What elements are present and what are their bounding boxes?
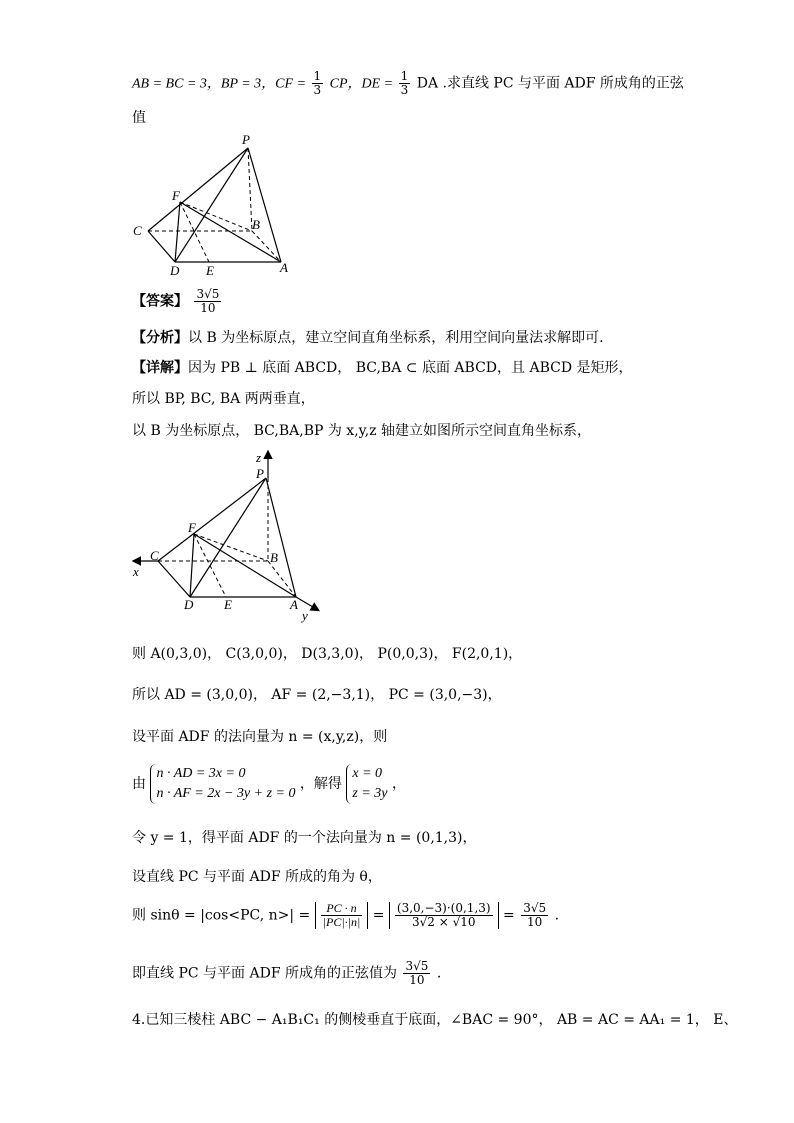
sin-fraction-1: [321, 902, 363, 929]
label-x: x: [133, 564, 139, 579]
answer-label: 【答案】: [132, 293, 188, 310]
coords-line: 则 A(0,3,0)， C(3,0,0)， D(3,3,0)， P(0,0,3)， F(2,0,1)，: [132, 646, 523, 662]
label-D: D: [170, 263, 180, 278]
edge-FD: [190, 534, 194, 597]
detail-line-3: 以 B 为坐标原点， BC,BA,BP 为 x,y,z 轴建立如图所示空间直角坐标系，: [132, 423, 591, 439]
label-C: C: [133, 223, 142, 238]
solution-system: [346, 764, 387, 804]
detail-line-1: [132, 358, 633, 378]
fraction-numerator: 3√5: [405, 959, 429, 973]
fraction-numerator: 3√5: [523, 901, 547, 915]
label-D: D: [184, 597, 194, 612]
answer-fraction: [194, 288, 221, 315]
equals-sign-2: =: [503, 907, 515, 924]
condition-text-start: AB = BC = 3，BP = 3，CF =: [132, 76, 310, 92]
angle-intro-line: 设直线 PC 与平面 ADF 所成的角为 θ，: [132, 869, 382, 885]
fraction-numerator: PC · n: [321, 902, 363, 916]
fraction-denominator: 10: [200, 301, 216, 315]
fraction-denominator: 10: [527, 915, 543, 929]
problem3-line2: 值: [132, 110, 146, 126]
problem3-condition-line: [132, 70, 684, 97]
equation-2: n · AF = 2x − 3y + z = 0: [156, 786, 296, 801]
label-A: A: [290, 597, 298, 612]
detail-label: 【详解】: [132, 360, 188, 376]
label-B: B: [270, 550, 278, 565]
fraction-numerator: 3√5: [196, 287, 220, 301]
fraction-numerator: 1: [313, 69, 322, 83]
edge-FB: [180, 202, 252, 231]
fraction-denominator: 3: [313, 83, 322, 97]
normal-line: 令 y = 1，得平面 ADF 的一个法向量为 n = (0,1,3)，: [132, 830, 477, 846]
label-y: y: [302, 608, 308, 623]
problem4-line: 4.已知三棱柱 ABC − A₁B₁C₁ 的侧棱垂直于底面，∠BAC = 90°， AB = AC = AA₁ = 1， E、: [132, 1012, 738, 1028]
solution-2: z = 3y: [352, 786, 388, 801]
equation-1: n · AD = 3x = 0: [156, 766, 246, 781]
edge-FD: [175, 202, 180, 262]
conclusion-fraction: [403, 960, 430, 987]
pyramid-figure-2-coordinates: [128, 450, 328, 625]
system-prefix: 由: [132, 776, 146, 792]
condition-text-mid: CP，DE =: [329, 76, 397, 92]
fraction-numerator: (3,0,−3)·(0,1,3): [396, 901, 491, 915]
solution-1: x = 0: [352, 766, 383, 781]
label-z: z: [256, 450, 262, 465]
edge-CD: [148, 231, 175, 262]
label-B: B: [252, 217, 260, 232]
sin-fraction-2: [395, 902, 493, 929]
equals-sign: =: [372, 907, 385, 924]
edge-CD: [158, 561, 190, 597]
detail-line-2: 所以 BP, BC, BA 两两垂直，: [132, 391, 315, 407]
vectors-line: 所以 AD = (3,0,0)， AF = (2,−3,1)， PC = (3,0,−3)，: [132, 687, 502, 703]
edge-PD: [190, 478, 266, 597]
sin-fraction-3: [521, 902, 548, 929]
edge-PA: [266, 478, 296, 597]
label-P: P: [256, 466, 264, 481]
system-line: [132, 764, 406, 804]
sin-calc-line: 则 sinθ = |cos<PC, n>| = $\frac{PC \cdot n}{|PC|\cdot|n|}$ = $\frac{(3,0,-3)\cdot(0,1,3)}{3√2 \times √10}$ = $\frac{3√5}{10}$ .: [132, 901, 560, 929]
analysis-line: [132, 328, 604, 348]
conclusion-text: 即直线 PC 与平面 ADF 所成角的正弦值为: [132, 965, 397, 982]
analysis-label: 【分析】: [132, 330, 188, 346]
equation-system: [150, 764, 295, 804]
label-F: F: [172, 188, 180, 203]
condition-text-end: DA .求直线 PC 与平面 ADF 所成角的正弦: [416, 75, 684, 92]
abs-frac-1: [315, 902, 369, 929]
fraction-denominator: 3√2 × √10: [411, 915, 476, 929]
fraction-numerator: 1: [400, 69, 409, 83]
normal-intro-line: 设平面 ADF 的法向量为 n = (x,y,z)，则: [132, 729, 388, 745]
pyramid-figure-1: [128, 130, 308, 278]
fraction-one-third-de: [399, 70, 411, 97]
abs-frac-2: [389, 902, 499, 929]
conclusion-line: 即直线 PC 与平面 ADF 所成角的正弦值为 $\frac{3√5}{10}$ .: [132, 959, 442, 987]
label-P: P: [242, 132, 250, 147]
label-C: C: [150, 548, 159, 563]
fraction-denominator: 10: [409, 973, 425, 987]
sin-lhs: 则 sinθ = |cos<PC, n>| =: [132, 907, 311, 924]
answer-line: [132, 288, 223, 315]
system-end: ，: [391, 776, 406, 792]
label-F: F: [188, 520, 196, 535]
fraction-denominator: |PC|·|n|: [322, 915, 361, 929]
detail-text-1: 因为 PB ⊥ 底面 ABCD， BC,BA ⊂ 底面 ABCD，且 ABCD 是矩形，: [188, 360, 633, 376]
edge-PC: [158, 478, 266, 561]
analysis-text: 以 B 为坐标原点，建立空间直角坐标系，利用空间向量法求解即可.: [188, 330, 604, 346]
label-E: E: [224, 597, 232, 612]
fraction-one-third-cf: [312, 70, 324, 97]
edge-PC: [148, 148, 248, 231]
system-solve-text: ，解得: [299, 776, 342, 792]
label-A: A: [280, 260, 288, 275]
label-E: E: [206, 263, 214, 278]
edge-FA: [194, 534, 296, 597]
fraction-denominator: 3: [400, 83, 409, 97]
